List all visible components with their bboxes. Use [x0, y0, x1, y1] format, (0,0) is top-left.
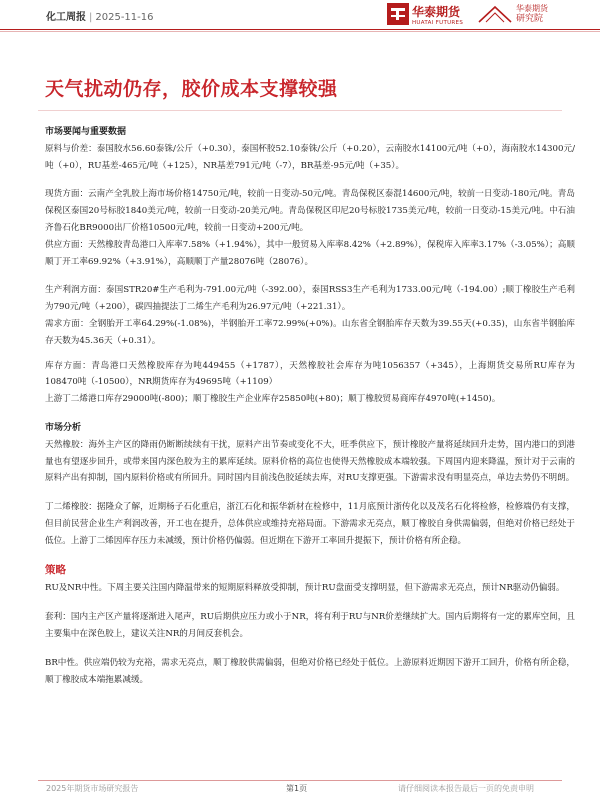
report-body	[45, 124, 575, 688]
disclaimer-note: 请仔细阅读本报告最后一页的免责申明	[398, 784, 534, 793]
inventory-paragraph: 库存方面：青岛港口天然橡胶库存为吨449455（+1787），天然橡胶社会库存为吨1056357（+345），上海期货交易所RU库存为108470吨（-10500），NR期货库存为49695吨（+1109）	[45, 360, 575, 388]
footer-divider	[38, 780, 562, 781]
demand-paragraph: 需求方面：全钢胎开工率64.29%(-1.08%)，半钢胎开工率72.99%(+0%)。山东省全钢胎库存天数为39.55天(+0.35)，山东省半钢胎库存天数为45.36天（+0.31）。	[45, 318, 575, 346]
inventory-paragraph-2: 上游丁二烯港口库存29000吨(-800)；顺丁橡胶生产企业库存25850吨(+80)；顺丁橡胶贸易商库存4970吨(+1450)。	[45, 394, 501, 405]
institute-line2: 研究院	[516, 14, 544, 24]
report-type-and-date	[46, 8, 154, 23]
supply-paragraph: 供应方面：天然橡胶青岛港口入库率7.58%（+1.94%），其中一般贸易入库率8.42%（+2.89%），保税库入库率3.17%（-3.05%）；高顺顺丁开工率69.92%（+3.91%），高顺顺丁产量28076吨（28076）。	[45, 239, 575, 267]
spot-paragraph: 现货方面：云南产全乳胶上海市场价格14750元/吨，较前一日变动-50元/吨。青岛保税区泰混14600元/吨，较前一日变动-180元/吨。青岛保税区泰国20号标胶1840美元/吨，较前一日变动-20美元/吨。青岛保税区印尼20号标胶1735美元/吨，较前一日变动-15美元/吨。中石油齐鲁石化BR9000出厂价格10500元/吨，较前一日变动+200元/吨。	[45, 189, 575, 233]
page-header	[0, 0, 600, 30]
separator: |	[89, 12, 93, 23]
header-divider	[0, 29, 600, 30]
institute-mark-icon	[478, 4, 512, 24]
footer-report-label: 2025年期货市场研究报告	[46, 784, 139, 793]
strategy-ru-nr: RU及NR中性。下周主要关注国内降温带来的短期原料释放受抑制，预计RU盘面受支撑明显，但下游需求无亮点，预计NR驱动仍偏弱。	[45, 583, 565, 594]
brand-english: HUATAI FUTURES	[412, 20, 464, 26]
page-number: 第1页	[286, 784, 308, 793]
header-divider-thin	[0, 31, 600, 32]
report-type: 化工周报	[46, 12, 86, 23]
strategy-br: BR中性。供应端仍较为充裕，需求无亮点，顺丁橡胶供需偏弱，但绝对价格已经处于低位。上游原料近期因下游开工回升，价格有所企稳，顺丁橡胶成本端拖累减缓。	[45, 657, 575, 685]
raw-price-paragraph: 原料与价差：泰国胶水56.60泰铢/公斤（+0.30），泰国杯胶52.10泰铢/公斤（+0.20），云南胶水14100元/吨（+0），海南胶水14300元/吨（+0），RU基差-465元/吨（+125），NR基差791元/吨（-7），BR基差-95元/吨（+35）。	[45, 143, 575, 171]
title-divider	[38, 110, 562, 111]
huatai-logo-icon	[387, 3, 409, 25]
market-news-heading: 市场要闻与重要数据	[45, 127, 127, 137]
butadiene-rubber-analysis: 丁二烯橡胶：据隆众了解，近期杨子石化重启，浙江石化和振华新材在检修中，11月底预计浙传化以及茂名石化将检修，检修端仍有支撑，但目前民营企业生产利润改善，开工也在提升，总体供应或维持充裕局面。下游需求无亮点，顺丁橡胶自身供需偏弱，但绝对价格已经处于低位。上游丁二烯因库存压力未减缓，预计价格仍偏弱。但近期在下游开工率回升提振下，预计价格有所企稳。	[45, 502, 575, 546]
strategy-arbitrage: 套利：国内主产区产量将逐渐进入尾声，RU后期供应压力或小于NR，将有利于RU与NR价差继续扩大。国内后期将有一定的累库空间，且主要集中在深色胶上，建议关注NR的月间反套机会。	[45, 612, 575, 639]
profit-paragraph: 生产利润方面：泰国STR20#生产毛利为-791.00元/吨（-392.00），泰国RSS3生产毛利为1733.00元/吨（-194.00）;顺丁橡胶生产毛利为790元/吨（+200），碳四抽提法丁二烯生产毛利为26.97元/吨（+221.31）。	[45, 285, 575, 313]
strategy-heading: 策略	[45, 563, 66, 576]
page-title: 天气扰动仍存，胶价成本支撑较强	[45, 78, 338, 100]
natural-rubber-analysis: 天然橡胶：海外主产区的降雨仍断断续续有干扰，原料产出节奏或变化不大，旺季供应下，预计橡胶产量将延续回升走势，国内港口的到港量也有望逐步回升，或带来国内深色胶为主的累库延续。原料价格的高位也使得天然橡胶成本端较强。下周国内迎来降温，预计对于云南的原料产出有抑制，国内原料价格或有所回升。同时国内目前浅色胶延续去库，对RU支撑更强。下游需求没有明显亮点，单边去势仍不明朗。	[45, 439, 575, 484]
market-analysis-heading: 市场分析	[45, 422, 82, 433]
institute-line1: 华泰期货	[516, 4, 548, 13]
brand-name: 华泰期货	[412, 5, 461, 19]
report-date: 2025-11-16	[95, 12, 154, 23]
